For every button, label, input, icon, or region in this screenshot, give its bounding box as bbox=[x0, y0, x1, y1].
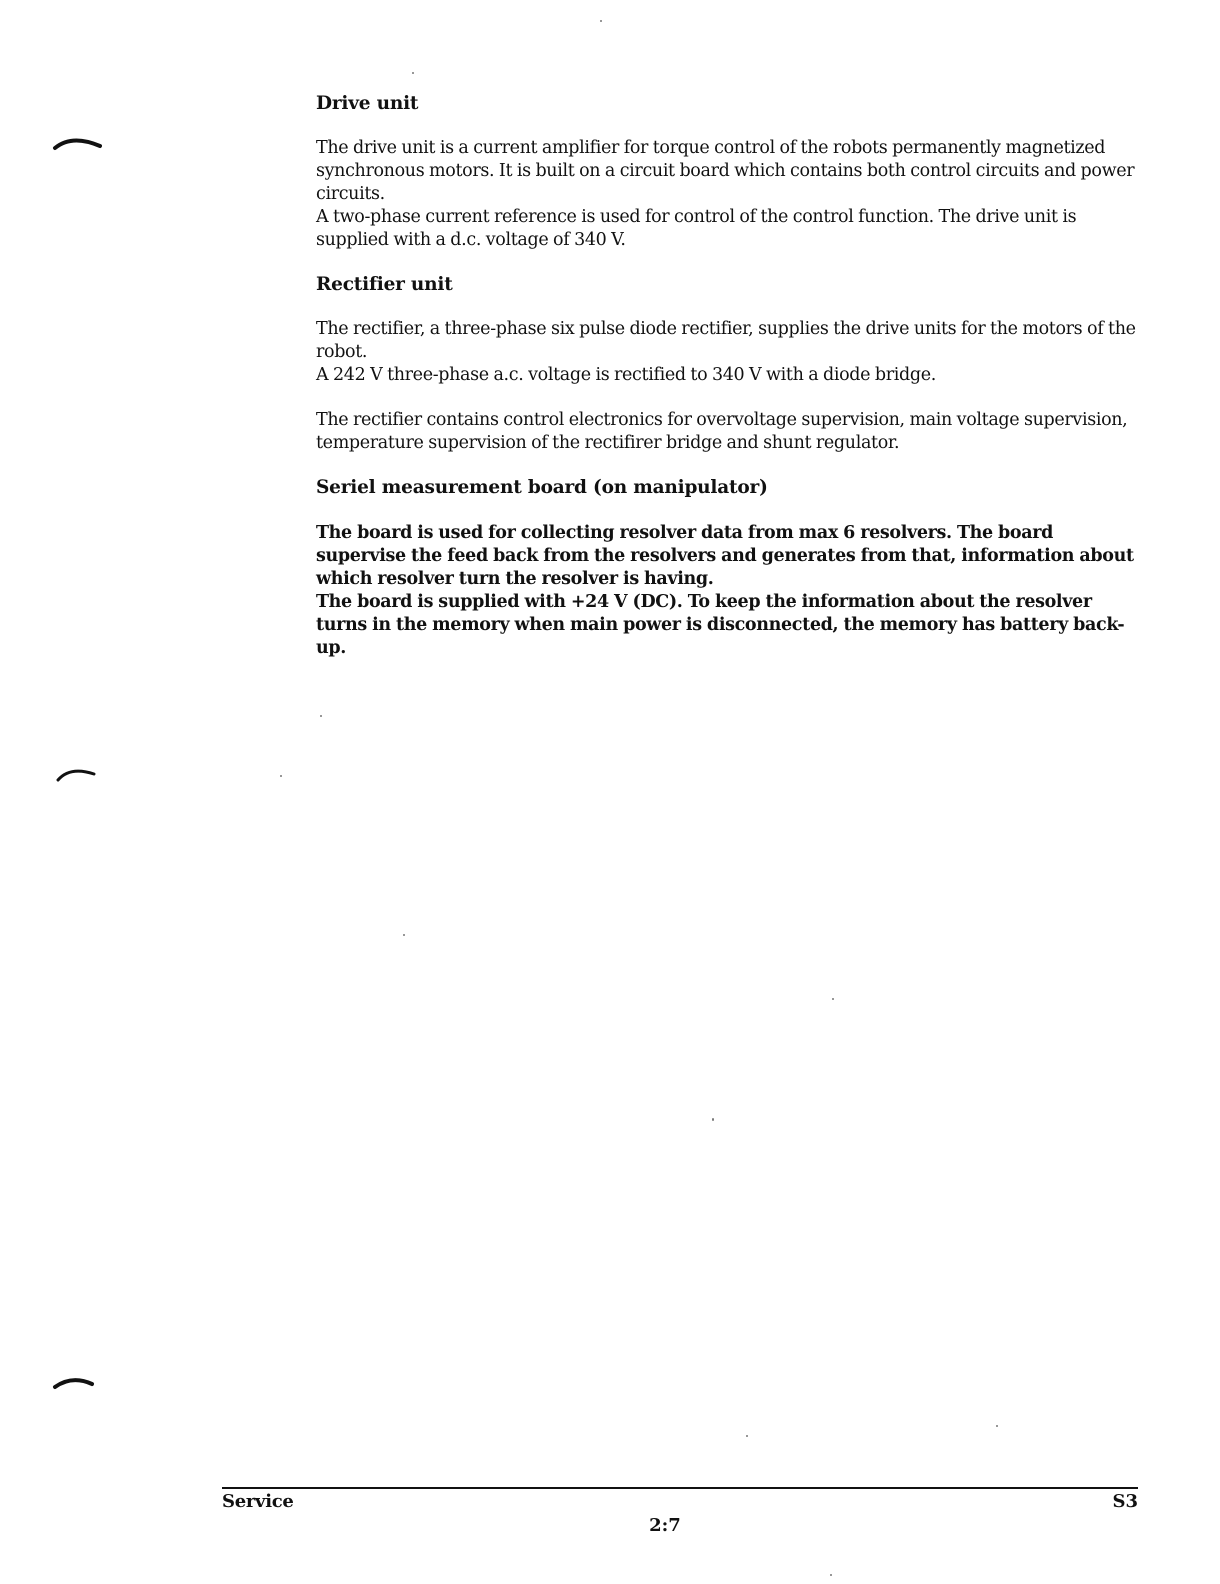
paragraph: The board is supplied with +24 V (DC). To keep the information about the resolver turns in the memory when main power is disconnected, the memory has battery back-up. bbox=[316, 592, 1125, 658]
paragraph: The board is used for collecting resolver data from max 6 resolvers. The board supervise the feed back from the resolvers and generates from that, information about which resolver turn the resolver is having. bbox=[316, 523, 1134, 589]
section-title-rectifier-unit: Rectifier unit bbox=[316, 274, 453, 295]
paragraph: The rectifier, a three-phase six pulse diode rectifier, supplies the drive units for the motors of the robot. bbox=[316, 319, 1136, 362]
footer-code: S3 bbox=[1112, 1491, 1138, 1512]
paragraph: The drive unit is a current amplifier for torque control of the robots permanently magnetized synchronous motors. It is built on a circuit board which contains both control circuits and power circuits. bbox=[316, 138, 1135, 204]
footer-rule bbox=[222, 1487, 1138, 1489]
section-title-drive-unit: Drive unit bbox=[316, 93, 419, 114]
section-title-seriel-measurement-board: Seriel measurement board (on manipulator) bbox=[316, 477, 768, 498]
punch-mark bbox=[52, 762, 102, 782]
footer-section-label: Service bbox=[222, 1491, 294, 1512]
paragraph: The rectifier contains control electronics for overvoltage supervision, main voltage supervision, temperature supervision of the rectifirer bridge and shunt regulator. bbox=[316, 410, 1128, 453]
punch-mark bbox=[52, 132, 102, 152]
document-body bbox=[316, 92, 1141, 660]
paragraph: A 242 V three-phase a.c. voltage is rectified to 340 V with a diode bridge. bbox=[316, 365, 936, 385]
page-number: 2:7 bbox=[649, 1515, 681, 1536]
paragraph: A two-phase current reference is used for control of the control function. The drive unit is supplied with a d.c. voltage of 340 V. bbox=[316, 207, 1077, 250]
punch-mark bbox=[52, 1372, 102, 1392]
